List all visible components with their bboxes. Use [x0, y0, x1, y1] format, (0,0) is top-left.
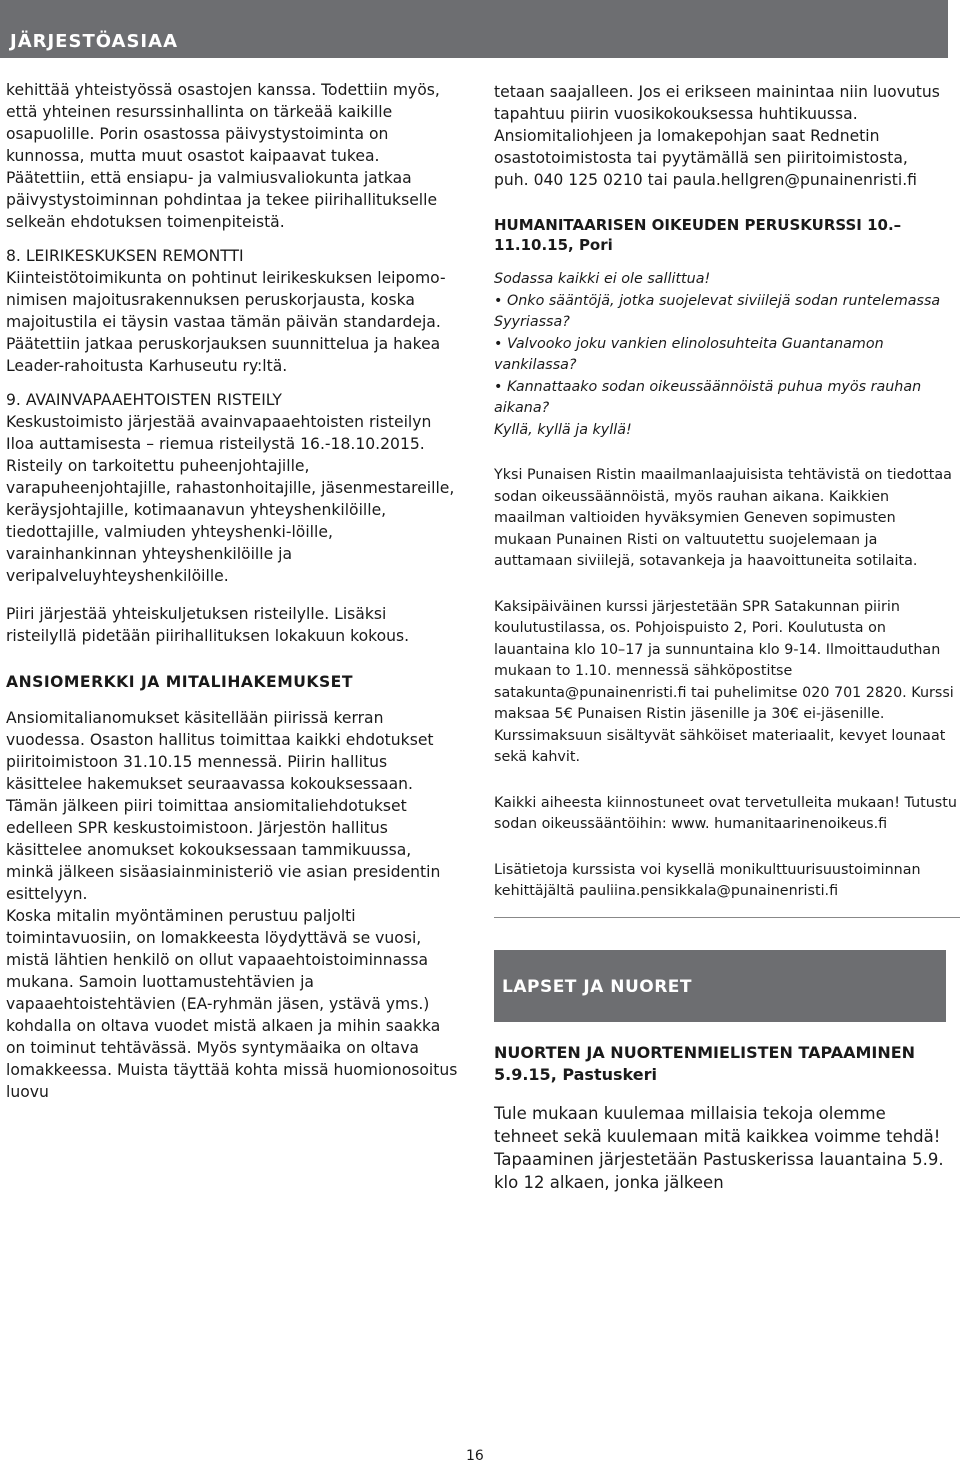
lapset-ja-nuoret-title: LAPSET JA NUORET	[502, 976, 693, 997]
paragraph: Tule mukaan kuulemaa millaisia tekoja olemme tehneet sekä kuulemaan mitä kaikkea voimme tehdä!	[494, 1103, 941, 1146]
paragraph: Kaksipäiväinen kurssi järjestetään SPR Satakunnan piirin koulutustilassa, os. Pohjoispuisto 2, Pori. Koulutusta on lauantaina klo 10–17 ja sunnuntaina klo 9-14. Ilmoittauduthan mukaan to 1.10. mennessä sähköpostitse satakunta@punainenristi.fi tai puhelimitse 020 701 2820. Kurssi maksaa 5€ Punaisen Ristin jäsenille ja 30€ ei-jäsenille. Kurssimaksuun sisältyvät sähköiset materiaalit, kevyet lounaat sekä kahvit.	[494, 598, 954, 765]
paragraph: Keskustoimisto järjestää avainvapaaehtoisten risteilyn Iloa auttamisesta – riemua risteilystä 16.-18.10.2015. Risteily on tarkoitettu puheenjohtajille, varapuheenjohtajille, rahastonhoitajille, jäsenmestareille, keräysjohtajille, kotimaanavun yhteyshenkilöille, tiedottajille, valmiuden yhteyshenki-löille, varainhankinnan yhteyshenkilöille ja veripalveluyhteyshenkilöille.	[6, 413, 455, 585]
item-8-title: 8. LEIRIKESKUKSEN REMONTTI	[6, 247, 244, 265]
section-title: JÄRJESTÖASIAA	[10, 31, 178, 52]
course-intro	[494, 269, 957, 441]
paragraph: Ansiomitaliohjeen ja lomakepohjan saat Rednetin osastotoimistosta tai pyytämällä sen piiritoimistosta, puh. 040 125 0210 tai paula.hellgren@punainenristi.fi	[494, 127, 917, 189]
left-column	[6, 79, 458, 1103]
paragraph: tetaan saajalleen. Jos ei erikseen mainintaa niin luovutus tapahtuu piirin vuosikokouksessa huhtikuussa.	[494, 83, 940, 123]
section-header-bar	[0, 0, 948, 58]
paragraph: Lisätietoja kurssista voi kysellä monikulttuurisuustoiminnan kehittäjältä pauliina.pensikkala@punainenristi.fi	[494, 861, 921, 899]
lapset-ja-nuoret-bar	[494, 950, 946, 1022]
course-info-box	[494, 215, 960, 918]
paragraph: Piiri järjestää yhteiskuljetuksen risteilylle. Lisäksi risteilyllä pidetään piirihallituksen lokakuun kokous.	[6, 605, 410, 645]
paragraph: kehittää yhteistyössä osastojen kanssa. Todettiin myös, että yhteinen resurssinhallinta on tärkeää kaikille osapuolille. Porin osastossa päivystystoiminta on kunnossa, mutta muut osastot kaipaavat tukea.	[6, 81, 440, 165]
paragraph: Kiinteistötoimikunta on pohtinut leirikeskuksen leipomo-nimisen majoitusrakennuksen peruskorjausta, koska majoitustila ei täysin vastaa tämän päivän standardeja.	[6, 269, 446, 331]
paragraph: Päätettiin, että ensiapu- ja valmiusvaliokunta jatkaa päivystystoiminnan pohdintaa ja tekee piirihallitukselle selkeän ehdotuksen toimenpiteistä.	[6, 169, 438, 231]
ansiomerkki-heading: ANSIOMERKKI JA MITALIHAKEMUKSET	[6, 673, 353, 691]
right-column	[494, 81, 957, 1194]
paragraph: Ansiomitalianomukset käsitellään piirissä kerran vuodessa. Osaston hallitus toimittaa kaikki ehdotukset piiritoimistoon 31.10.15 mennessä. Piirin hallitus käsittelee hakemukset seuraavassa kokouksessaan. Tämän jälkeen piiri toimittaa ansiomitaliehdotukset edelleen SPR keskustoimistoon. Järjestön hallitus käsittelee anomukset kokouksessaan tammikuussa, minkä jälkeen sisäasiainministeriö vie asian presidentin esittelyyn.	[6, 709, 441, 903]
nuorten-heading: NUORTEN JA NUORTENMIELISTEN TAPAAMINEN 5.9.15, Pastuskeri	[494, 1042, 916, 1084]
bullet-item: • Kannattaako sodan oikeussäännöistä puhua myös rauhan aikana?	[494, 378, 922, 416]
bullet-item: • Valvooko joku vankien elinolosuhteita Guantanamon vankilassa?	[494, 335, 884, 373]
paragraph: Koska mitalin myöntäminen perustuu paljolti toimintavuosiin, on lomakkeesta löydyttävä se vuosi, mistä lähtien henkilö on ollut vapaaehtoistoiminnassa mukana. Samoin luottamustehtävien ja vapaaehtoistehtävien (EA-ryhmän jäsen, ystävä yms.) kohdalla on oltava vuodet mistä alkaen ja mihin saakka on toiminut tehtävässä. Myös syntymäaika on oltava lomakkeessa. Muista täyttää kohta missä huomionosoitus luovu	[6, 907, 458, 1101]
page-number: 16	[466, 1448, 484, 1464]
bullet-item: • Onko sääntöjä, jotka suojelevat siviilejä sodan runtelemassa Syyriassa?	[494, 292, 941, 330]
item-9-title: 9. AVAINVAPAAEHTOISTEN RISTEILY	[6, 391, 282, 409]
intro-line: Kyllä, kyllä ja kyllä!	[494, 421, 632, 438]
paragraph: Päätettiin jatkaa peruskorjauksen suunnittelua ja hakea Leader-rahoitusta Karhuseutu ry:ltä.	[6, 335, 441, 375]
paragraph: Kaikki aiheesta kiinnostuneet ovat tervetulleita mukaan! Tutustu sodan oikeussääntöihin: www. humanitaarinenoikeus.fi	[494, 794, 957, 832]
paragraph: Yksi Punaisen Ristin maailmanlaajuisista tehtävistä on tiedottaa sodan oikeussäännöistä, myös rauhan aikana. Kaikkien maailman valtioiden hyväksymien Geneven sopimusten mukaan Punainen Risti on valtuutettu suojelemaan ja auttamaan siviilejä, sotavankeja ja haavoittuneita sotilaita.	[494, 467, 952, 569]
paragraph: Tapaaminen järjestetään Pastuskerissa lauantaina 5.9. klo 12 alkaen, jonka jälkeen	[494, 1149, 944, 1192]
course-heading: HUMANITAARISEN OIKEUDEN PERUSKURSSI 10.–11.10.15, Pori	[494, 216, 902, 254]
intro-line: Sodassa kaikki ei ole sallittua!	[494, 271, 711, 287]
